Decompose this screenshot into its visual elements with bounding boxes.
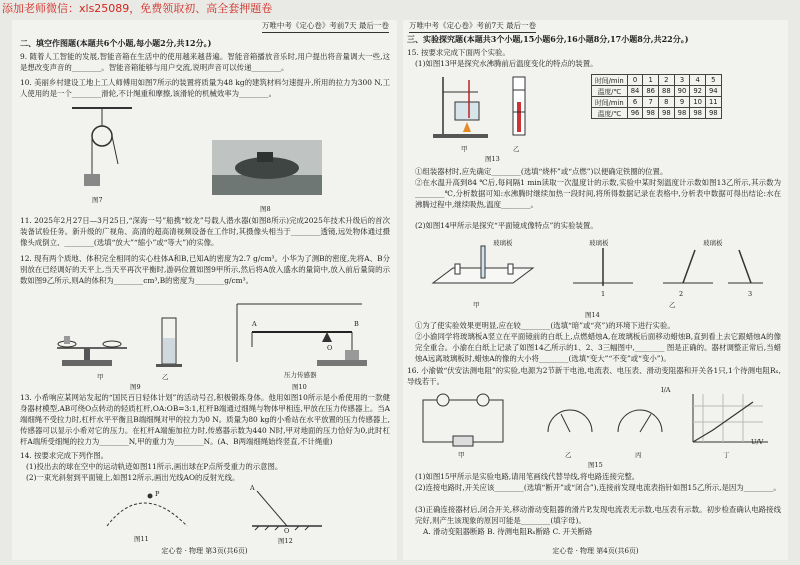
question-15-1: (1)如图13甲是探究水沸腾前后温度变化的特点的装置。 xyxy=(415,59,598,68)
figure-15-label: 乙 xyxy=(565,451,572,459)
figure-10-lever xyxy=(232,302,372,372)
figure-15-caption: 图15 xyxy=(588,461,603,469)
question-10: 10. 美丽乡村建设工地上工人师傅用如图7所示的装置将质量为48 kg的建筑材料匀速提升,所用的拉力为300 N,工人使用的是一个________滑轮,不计绳重和摩擦,该滑轮的机械效率为________。 xyxy=(20,78,390,98)
graph-axis-voltage: U/V xyxy=(751,438,764,446)
watermark-banner: 添加老师微信：xls25089，免费领取初、高全套押题卷 xyxy=(2,2,273,15)
question-12: 12. 现有两个质地、体积完全相同的实心柱体A和B,已知A的密度为2.7 g/cm³。小华为了测B的密度,先将A、B分别放在已经调好的天平上,当天平再次平衡时,游码位置如图9甲所示,然后将A放入盛水的量筒中,放入前后量筒的示数如图9乙所示,则A的体积为________cm³,B的密度为________g/cm³。 xyxy=(20,254,390,285)
question-9: 9. 随着人工智能的发展,智能音箱在生活中的使用越来越普遍。智能音箱播放音乐时,用户提出将音量调大一些,这是想改变声音的________。智能音箱能够与用户交流,说明声音可以传递________。 xyxy=(20,52,390,72)
question-15-1a: ①组装器材时,应先确定________(选填“烧杯”或“点燃”)以便确定铁圈的位置。 xyxy=(415,167,668,176)
figure-14-caption: 图14 xyxy=(585,311,600,319)
right-page xyxy=(403,20,788,560)
question-15-2: (2)如图14甲所示是探究“平面镜成像特点”的实验装置。 xyxy=(415,221,598,230)
lever-pivot-o: O xyxy=(327,344,333,352)
figure-10-caption: 图10 xyxy=(292,383,307,391)
question-14: 14. 按要求完成下列作图。 xyxy=(20,451,109,460)
figure-13-apparatus xyxy=(433,72,543,142)
figure-14-num: 1 xyxy=(601,290,606,298)
page-header: 万唯中考《定心卷》考前7天 最后一卷 xyxy=(409,20,536,33)
figure-15-label: 丁 xyxy=(723,451,730,459)
figure-15-circuit xyxy=(423,392,773,450)
figure-15-label: 丙 xyxy=(635,451,642,459)
figure-9-label-a: 甲 xyxy=(97,373,104,381)
figure-8-caption: 图8 xyxy=(260,205,271,213)
figure-15-label: 甲 xyxy=(458,451,465,459)
table-header-cell: 时间/min xyxy=(592,97,628,108)
table-row: 时间/min 0 1 2 3 4 5 xyxy=(592,75,722,86)
figure-14-label-b: 乙 xyxy=(669,301,676,309)
figure-13-label-b: 乙 xyxy=(513,145,520,153)
figure-12-caption: 图12 xyxy=(278,537,293,545)
question-14-1: (1)投出去的球在空中的运动轨迹如图11所示,画出球在P点所受重力的示意图。 xyxy=(26,462,283,471)
question-16-2: (2)连接电路时,开关应该________(选填“断开”或“闭合”),连接前发现电流表指针如图15乙所示,是因为________。 xyxy=(415,483,781,492)
question-11: 11. 2025年2月27日—3月25日,“深海一号”船携“蛟龙”号载人潜水器(如图8所示)完成2025年技术升级后的首次装备试验任务。新升级的广视角、高清的超高清视频设备在工作时,其摄像头相当于________透镜,远处物体通过摄像头成倒立、________(选填“放大”“缩小”或“等大”)的实像。 xyxy=(20,216,390,247)
question-16-3: (3)正确连接器材后,闭合开关,移动滑动变阻器的滑片P,发现电流表无示数,电压表有示数。初步检查确认电路接线完好,则产生该现象的原因可能是________(填字母)。 xyxy=(415,505,781,525)
question-15-2a: ①为了使实验效果更明显,应在较________(选填“暗”或“亮”)的环境下进行实验。 xyxy=(415,321,675,330)
figure-12-point-a: A xyxy=(250,484,255,492)
page-footer: 定心卷 · 物理 第3页(共6页) xyxy=(161,547,248,555)
glass-plate-label: 玻璃板 xyxy=(589,239,609,247)
table-header-cell: 温度/℃ xyxy=(592,86,628,97)
figure-11-caption: 图11 xyxy=(134,535,149,543)
question-16-3-options: A. 滑动变阻器断路 B. 待测电阻Rₓ断路 C. 开关断路 xyxy=(423,527,593,536)
figure-8-photo xyxy=(212,140,322,200)
figure-13-caption: 图13 xyxy=(485,155,500,163)
table-row: 温度/℃ 96 98 98 98 98 98 xyxy=(592,108,722,119)
figure-11-trajectory xyxy=(102,486,192,531)
question-16: 16. 小渝做“伏安法测电阻”的实验,电源为2节新干电池,电流表、电压表、滑动变阻器和开关各1只,1个待测电阻Rₓ,导线若干。 xyxy=(407,366,781,386)
table-header-cell: 温度/℃ xyxy=(592,108,628,119)
glass-plate-label: 玻璃板 xyxy=(703,239,723,247)
figure-9-caption: 图9 xyxy=(130,383,141,391)
figure-7-pulley xyxy=(72,104,142,194)
page-footer: 定心卷 · 物理 第4页(共6页) xyxy=(552,547,639,555)
figure-9-balance xyxy=(52,310,202,370)
figure-14-mirror-setup xyxy=(433,238,763,298)
question-14-2: (2)一束光斜射到平面镜上,如图12所示,画出光线AO的反射光线。 xyxy=(26,473,240,482)
left-page xyxy=(12,20,397,560)
question-15: 15. 按要求完成下面两个实验。 xyxy=(407,48,510,57)
figure-11-point-p: P xyxy=(155,490,160,498)
figure-14-num: 3 xyxy=(748,290,753,298)
section-title: 二、填空作图题(本题共6个小题,每小题2分,共12分。) xyxy=(20,38,212,48)
figure-7-caption: 图7 xyxy=(92,196,103,204)
graph-axis-current: I/A xyxy=(661,386,671,394)
temperature-table xyxy=(591,74,722,119)
figure-14-label-a: 甲 xyxy=(473,301,480,309)
table-header-cell: 时间/min xyxy=(592,75,628,86)
section-title: 三、实验探究题(本题共3个小题,15小题6分,16小题8分,17小题8分,共22分。) xyxy=(407,34,689,44)
question-15-1b: ②在水温升高到84 ℃后,每间隔1 min读取一次温度计的示数,实验中某时刻温度计示数如图13乙所示,其示数为________℃,分析数据可知:水沸腾时继续加热一段时间,将所得数据记录在表格中,分析表中数据可得出结论:水在沸腾过程中,继续吸热,温度________。 xyxy=(415,178,781,209)
figure-13-label-a: 甲 xyxy=(461,145,468,153)
page-header: 万唯中考《定心卷》考前7天 最后一卷 xyxy=(262,20,389,33)
figure-9-label-b: 乙 xyxy=(162,373,169,381)
question-16-1: (1)如图15甲所示是实验电路,请用笔画线代替导线,将电路连接完整。 xyxy=(415,472,640,481)
lever-end-a: A xyxy=(252,320,257,328)
lever-end-b: B xyxy=(354,320,359,328)
table-row: 温度/℃ 84 86 88 90 92 94 xyxy=(592,86,722,97)
glass-plate-label: 玻璃板 xyxy=(493,239,513,247)
figure-12-point-o: O xyxy=(284,527,290,535)
figure-14-num: 2 xyxy=(679,290,684,298)
question-15-2b: ②小渝同学将玻璃板A竖立在平面镜前的白纸上,点燃蜡烛A,在玻璃板后面移动蜡烛B,直到看上去它跟蜡烛A的像完全重合。小渝在白纸上记录了如图14乙所示的1、2、3三幅图中,________ 图是正确的。器材调整正常后,当蜡烛A远离玻璃板时,蜡烛A的像的大小将________(选填“变大”“不变”或“变小”)。 xyxy=(415,332,781,363)
question-13: 13. 小希响应某网站发起的“国民百日轻体计划”的活动号召,积极锻炼身体。他用如图10所示是小希使用的一款健身器材模型,AB可绕O点转动的轻质杠杆,OA:OB=3:1,杠杆B端通过细绳与物体甲相连,甲放在压力传感器上。当A端细绳不受拉力时,杠杆水平平衡且B端细绳对甲的拉力为0 N。质量为80 kg的小希站在水平放置的压力传感器上,传感器可以显示小希对它的压力。在杠杆A端施加拉力时,传感器示数为440 N时,甲对地面的压力恰好为0,此时杠杆A端所受细绳的拉力为________N,甲的重力为________N。(A、B两端细绳始终竖直,不计绳重) xyxy=(20,393,390,446)
pressure-sensor-label: 压力传感器 xyxy=(284,371,317,379)
table-row: 时间/min 6 7 8 9 10 11 xyxy=(592,97,722,108)
